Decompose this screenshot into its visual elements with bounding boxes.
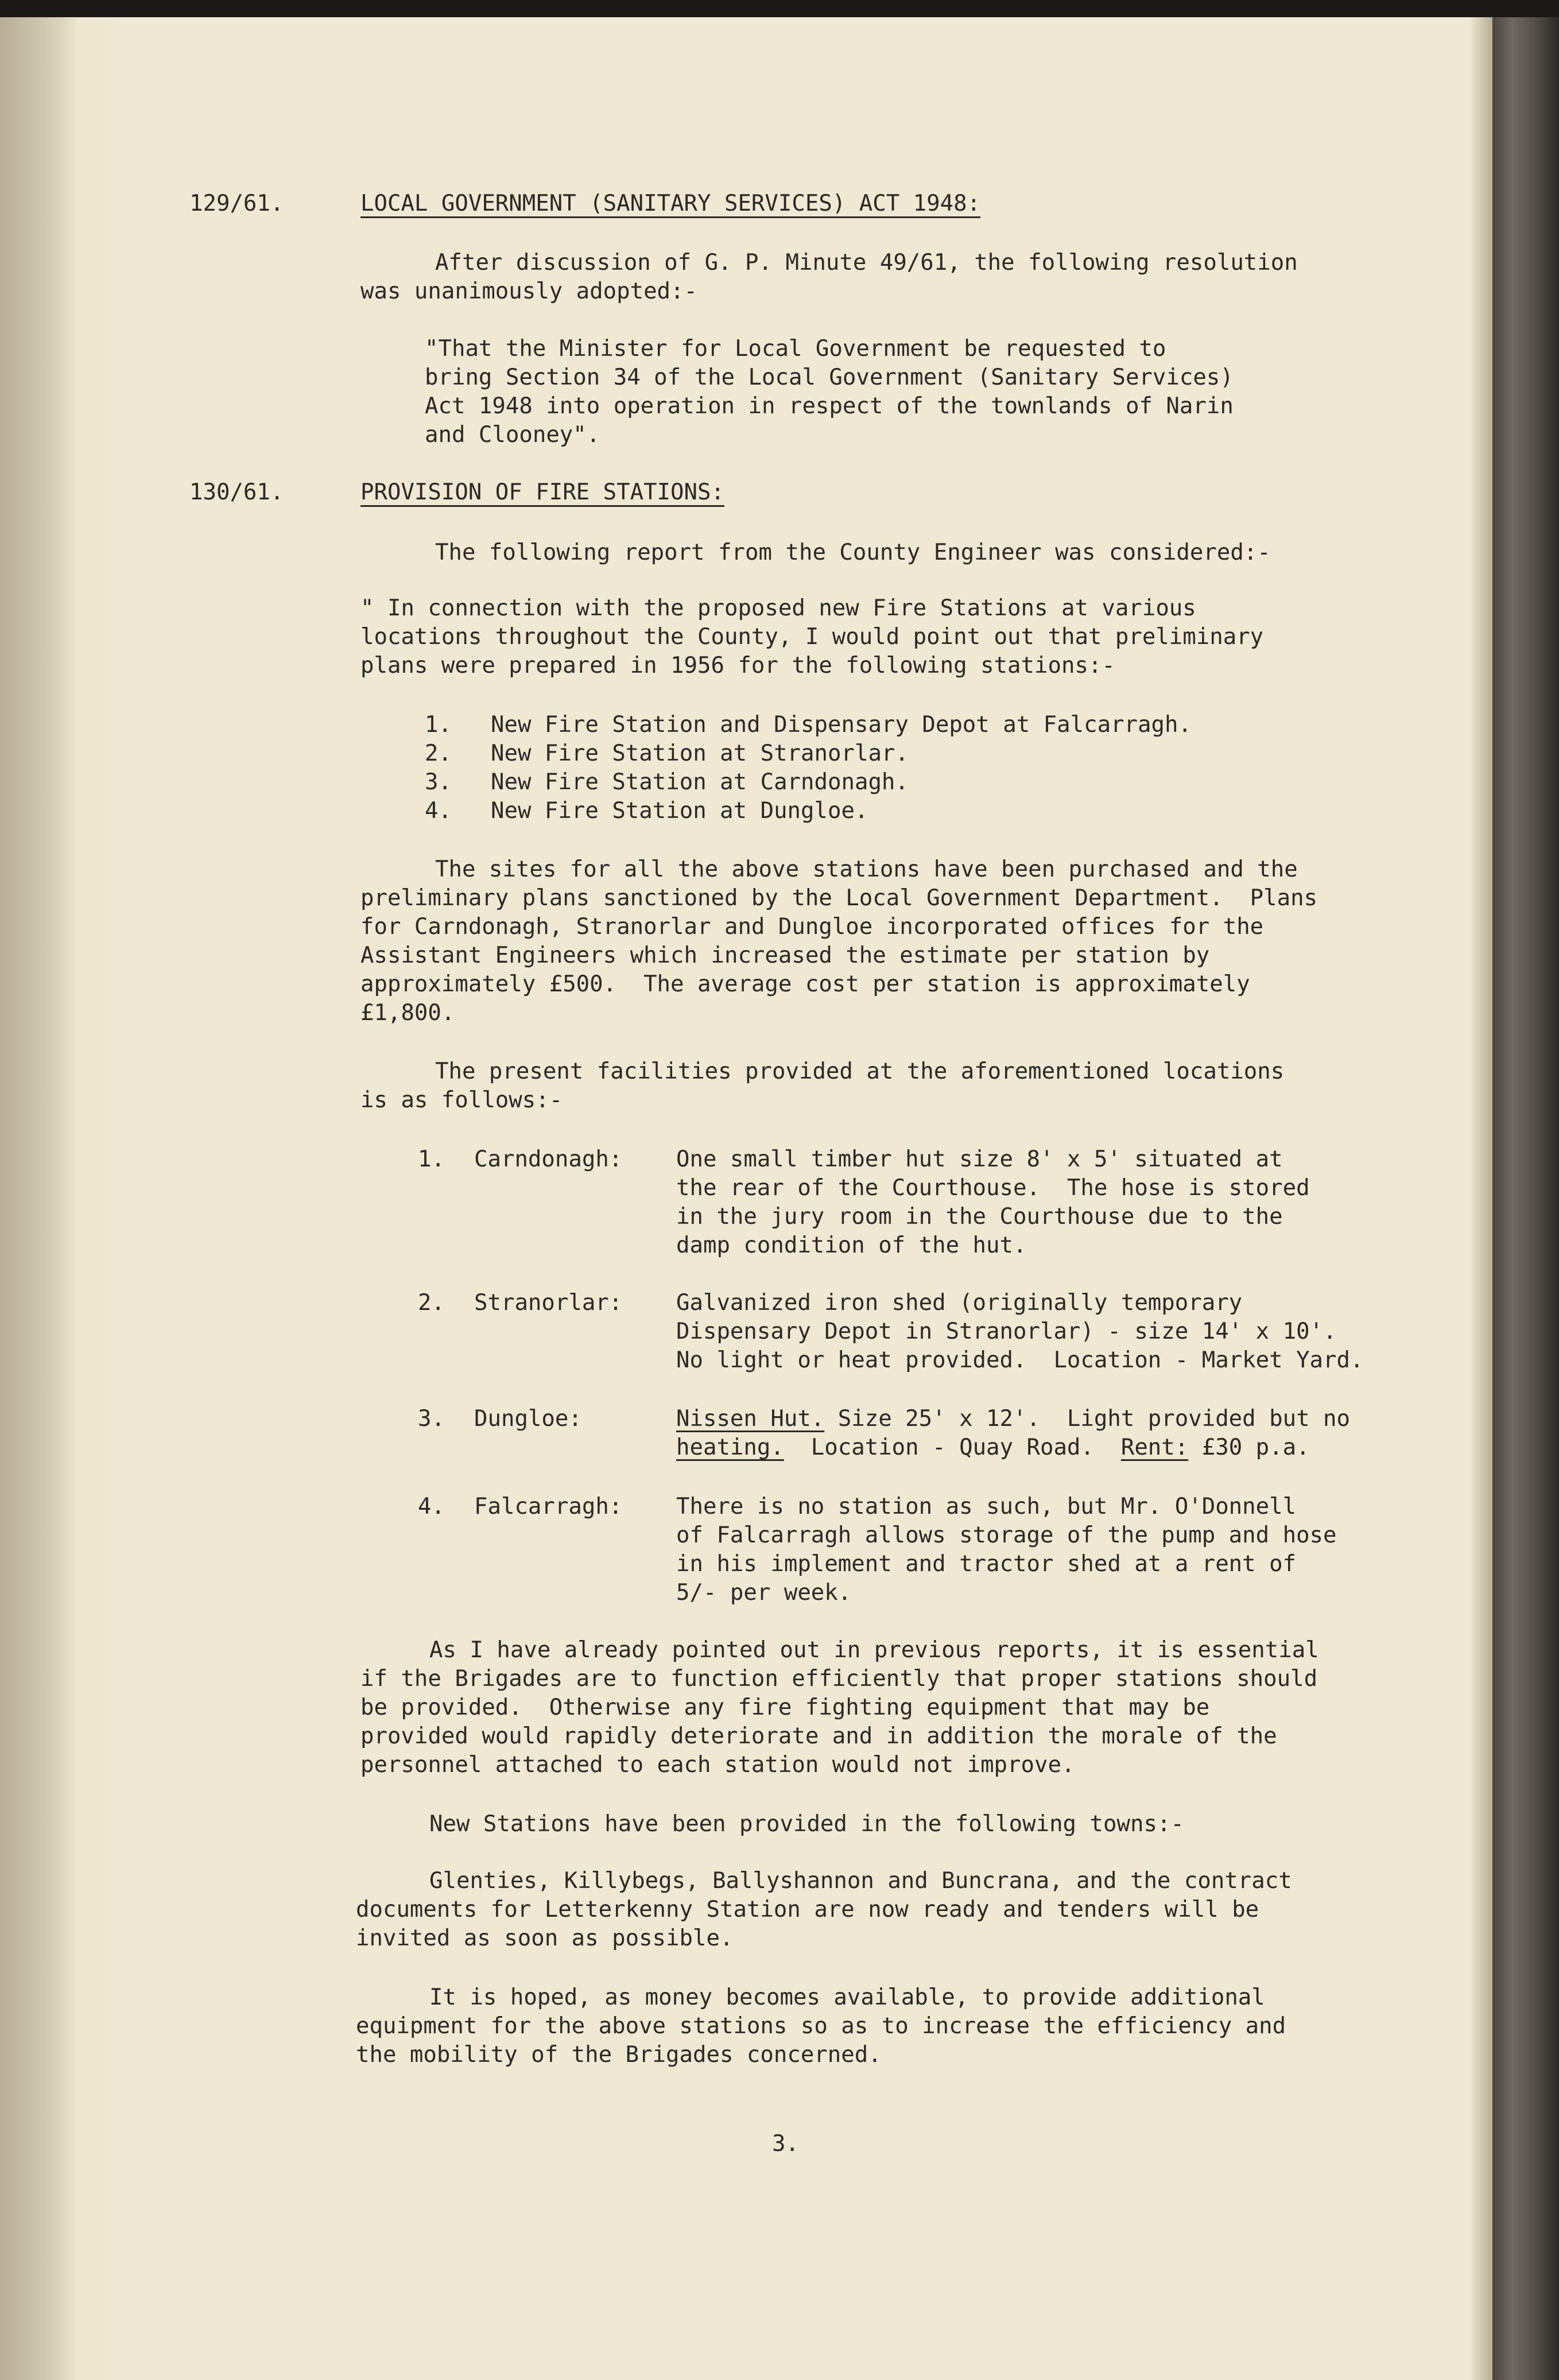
minute-number: 129/61. — [189, 191, 284, 216]
paragraph-line: be provided. Otherwise any fire fighting equipment that may be — [360, 1695, 1210, 1720]
towns-paragraph — [356, 1867, 1292, 1953]
description-line: damp condition of the hut. — [676, 1232, 1027, 1258]
paragraph-line: personnel attached to each station would not improve. — [360, 1752, 1075, 1778]
report-line: plans were prepared in 1956 for the following stations:- — [360, 653, 1115, 679]
intro-line: was unanimously adopted:- — [360, 278, 697, 304]
paragraph-line: equipment for the above stations so as to increase the efficiency and — [356, 2013, 1286, 2039]
page-number: 3. — [772, 2131, 799, 2157]
description-line — [676, 1433, 1350, 1462]
facility-place: Carndonagh: — [474, 1146, 623, 1172]
intro-line: After discussion of G. P. Minute 49/61, the following resolution — [435, 250, 1298, 276]
description-text: Location - Quay Road. — [784, 1435, 1121, 1460]
description-line: of Falcarragh allows storage of the pump and hose — [676, 1522, 1337, 1548]
essential-paragraph — [360, 1636, 1319, 1780]
minute-heading: PROVISION OF FIRE STATIONS: — [360, 479, 724, 505]
underlined-text: Rent: — [1120, 1435, 1189, 1460]
new-stations-intro: New Stations have been provided in the following towns:- — [429, 1811, 1184, 1837]
minute-intro — [360, 249, 1298, 306]
underlined-text: Nissen Hut. — [676, 1406, 825, 1432]
hoped-paragraph — [356, 1983, 1286, 2069]
description-line: Galvanized iron shed (originally temporary — [676, 1290, 1243, 1316]
paragraph-line: the mobility of the Brigades concerned. — [356, 2042, 882, 2068]
list-number: 3. — [425, 769, 452, 795]
list-text: New Fire Station at Stranorlar. — [491, 741, 909, 766]
description-line: in the jury room in the Courthouse due to the — [676, 1204, 1283, 1230]
page-edge-shadow — [1469, 17, 1492, 2380]
facility-description — [676, 1405, 1350, 1462]
underlined-text: heating. — [676, 1435, 784, 1460]
resolution-line: bring Section 34 of the Local Government (Sanitary Services) — [425, 365, 1234, 390]
description-line: 5/- per week. — [676, 1580, 852, 1606]
description-line: in his implement and tractor shed at a rent of — [676, 1551, 1297, 1577]
list-number: 4. — [425, 798, 452, 824]
resolution-text — [425, 335, 1234, 449]
paragraph-line: approximately £500. The average cost per station is approximately — [360, 971, 1250, 997]
description-line: There is no station as such, but Mr. O'Donnell — [676, 1494, 1297, 1520]
paragraph-line: Glenties, Killybegs, Ballyshannon and Buncrana, and the contract — [429, 1868, 1292, 1894]
description-line — [676, 1405, 1350, 1433]
description-line: One small timber hut size 8' x 5' situated at — [676, 1146, 1283, 1172]
report-opening — [360, 594, 1263, 680]
paragraph-line: is as follows:- — [360, 1087, 563, 1113]
facility-number: 2. — [418, 1290, 445, 1316]
paragraph-line: The sites for all the above stations have been purchased and the — [435, 856, 1298, 882]
paragraph-line: for Carndonagh, Stranorlar and Dungloe incorporated offices for the — [360, 914, 1264, 940]
facility-description — [676, 1493, 1337, 1607]
resolution-line: and Clooney". — [425, 422, 600, 448]
page-gutter-shadow — [0, 17, 77, 2380]
list-text: New Fire Station and Dispensary Depot at Falcarragh. — [491, 712, 1192, 738]
description-text: Size 25' x 12'. Light provided but no — [824, 1406, 1351, 1432]
paragraph-line: documents for Letterkenny Station are now ready and tenders will be — [356, 1897, 1259, 1922]
facility-number: 4. — [418, 1494, 445, 1520]
paragraph-line: £1,800. — [360, 1000, 455, 1026]
facility-number: 3. — [418, 1406, 445, 1432]
description-text: £30 p.a. — [1188, 1435, 1310, 1460]
description-line: Dispensary Depot in Stranorlar) - size 14' x 10'. — [676, 1319, 1337, 1344]
sites-paragraph — [360, 855, 1317, 1028]
list-text: New Fire Station at Carndonagh. — [491, 769, 909, 795]
paragraph-line: if the Brigades are to function efficiently that proper stations should — [360, 1666, 1318, 1692]
paragraph-line: It is hoped, as money becomes available, to provide additional — [429, 1984, 1265, 2010]
paragraph-line: The present facilities provided at the aforementioned locations — [435, 1059, 1285, 1084]
minute-number: 130/61. — [189, 479, 284, 505]
book-binding — [1492, 17, 1559, 2380]
report-line: " In connection with the proposed new Fire Stations at various — [360, 595, 1196, 621]
report-line: locations throughout the County, I would point out that preliminary — [360, 624, 1264, 650]
paragraph-line: preliminary plans sanctioned by the Local Government Department. Plans — [360, 885, 1318, 911]
facility-description — [676, 1289, 1363, 1375]
resolution-line: Act 1948 into operation in respect of the townlands of Narin — [425, 393, 1234, 419]
paragraph-line: provided would rapidly deteriorate and in addition the morale of the — [360, 1723, 1277, 1749]
resolution-line: "That the Minister for Local Government be requested to — [425, 336, 1166, 362]
facility-place: Stranorlar: — [474, 1290, 623, 1316]
facilities-intro — [360, 1057, 1284, 1115]
list-number: 2. — [425, 741, 452, 766]
facility-place: Falcarragh: — [474, 1494, 623, 1520]
list-number: 1. — [425, 712, 452, 738]
minute-heading: LOCAL GOVERNMENT (SANITARY SERVICES) ACT 1948: — [360, 191, 981, 216]
paragraph-line: As I have already pointed out in previous reports, it is essential — [429, 1637, 1319, 1663]
description-line: the rear of the Courthouse. The hose is stored — [676, 1175, 1310, 1201]
report-intro: The following report from the County Engineer was considered:- — [435, 540, 1271, 565]
facility-number: 1. — [418, 1146, 445, 1172]
list-text: New Fire Station at Dungloe. — [491, 798, 868, 824]
facility-place: Dungloe: — [474, 1406, 582, 1432]
paragraph-line: invited as soon as possible. — [356, 1925, 734, 1951]
description-line: No light or heat provided. Location - Market Yard. — [676, 1347, 1364, 1373]
paragraph-line: Assistant Engineers which increased the estimate per station by — [360, 943, 1210, 968]
facility-description — [676, 1145, 1310, 1260]
